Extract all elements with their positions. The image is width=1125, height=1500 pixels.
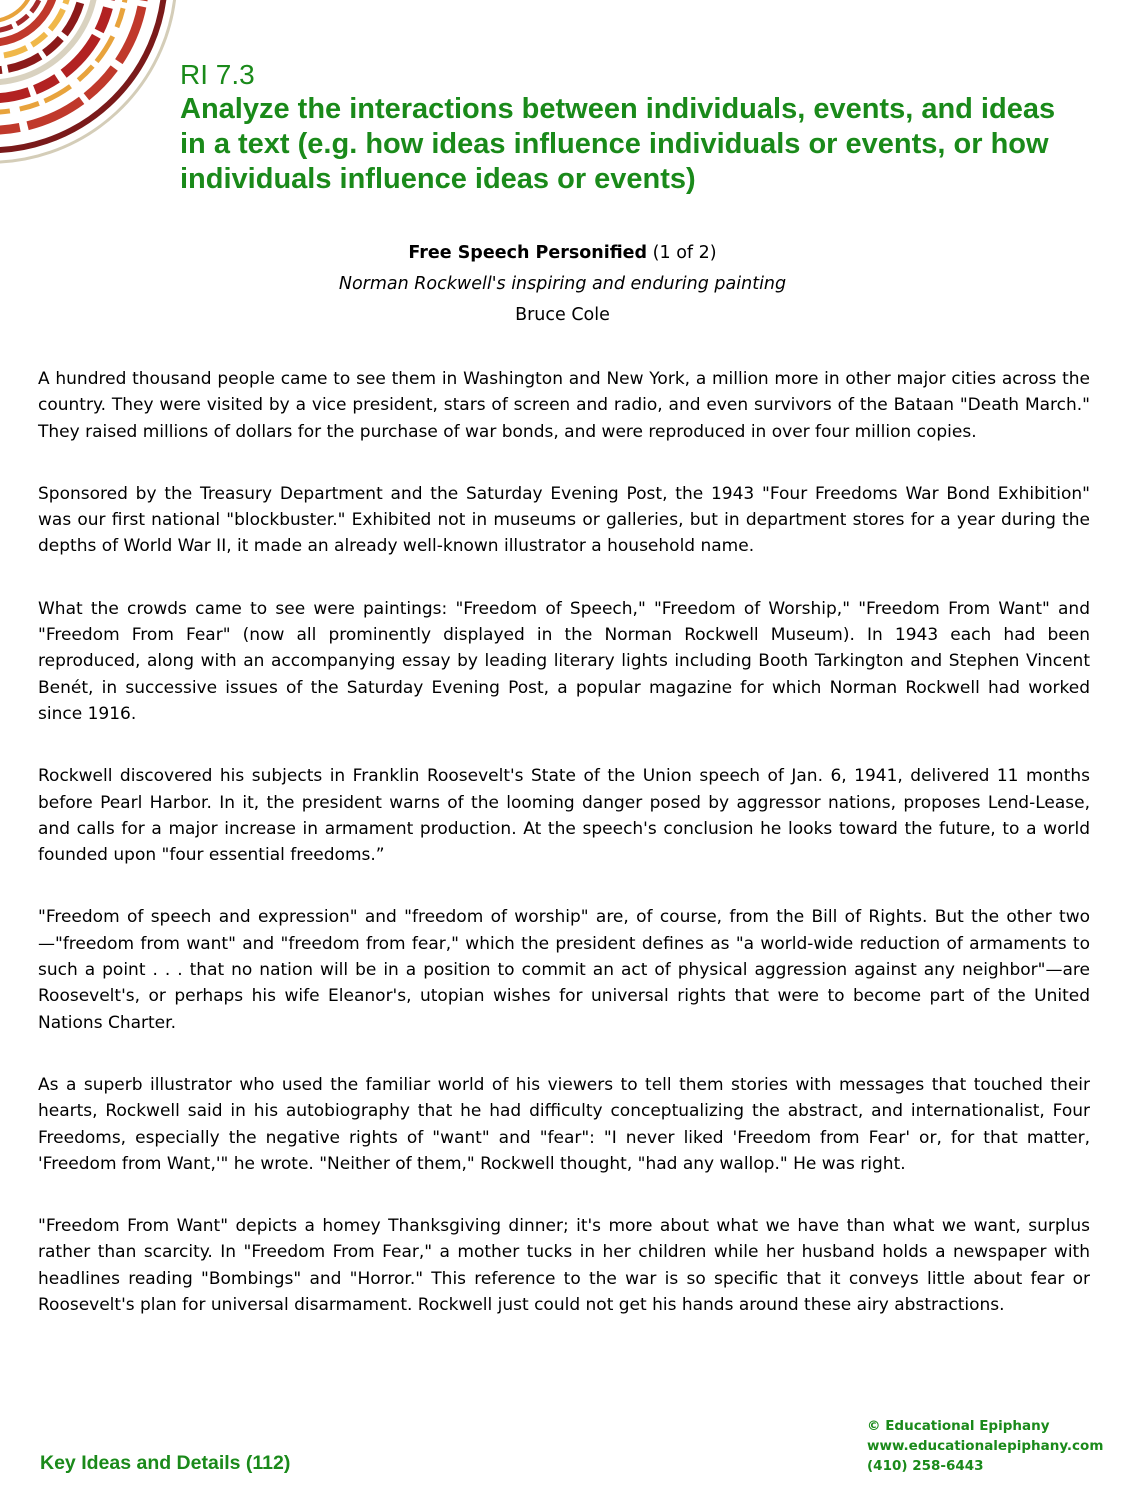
article-author: Bruce Cole (515, 305, 610, 325)
paragraph: Rockwell discovered his subjects in Franklin Roosevelt's State of the Union speech of Jan. 6, 1941, delivered 11 months before Pearl Harbor. In it, the president warns of the looming danger posed by aggressor nations, proposes Lend-Lease, and calls for a major increase in armament production. At the speech's conclusion he looks toward the future, to a world founded upon "four essential freedoms.” (38, 766, 1090, 866)
article-title: Free Speech Personified (408, 243, 648, 263)
standard-code: RI 7.3 (180, 59, 255, 90)
footer-website: www.educationalepiphany.com (867, 1438, 1104, 1454)
standard-description: Analyze the interactions between individuals, events, and ideas in a text (e.g. how ideas influence individuals or events, or how individuals influence ideas or events) (180, 93, 1056, 195)
footer-copyright: © Educational Epiphany (867, 1418, 1050, 1434)
footer-section-label: Key Ideas and Details (112) (40, 1452, 291, 1474)
paragraph: As a superb illustrator who used the familiar world of his viewers to tell them stories with messages that touched their hearts, Rockwell said in his autobiography that he had difficulty conceptualizing the abstract, and internationalist, Four Freedoms, especially the negative rights of "want" and "fear": "I never liked 'Freedom from Fear' or, for that matter, 'Freedom from Want,'" he wrote. "Neither of them," Rockwell thought, "had any wallop." He was right. (38, 1074, 1090, 1174)
footer-phone: (410) 258-6443 (867, 1458, 984, 1474)
paragraph: What the crowds came to see were paintings: "Freedom of Speech," "Freedom of Worship," "Freedom From Want" and "Freedom From Fear" (now all prominently displayed in the Norman Rockwell Museum). In 1943 each had been reproduced, along with an accompanying essay by leading literary lights including Booth Tarkington and Stephen Vincent Benét, in successive issues of the Saturday Evening Post, a popular magazine for which Norman Rockwell had worked since 1916. (38, 598, 1090, 724)
standard-header (180, 58, 1080, 197)
paragraph: "Freedom From Want" depicts a homey Thanksgiving dinner; it's more about what we have than what we want, surplus rather than scarcity. In "Freedom From Fear," a mother tucks in her children while her husband holds a newspaper with headlines reading "Bombings" and "Horror." This reference to the war is so specific that it conveys little about fear or Roosevelt's plan for universal disarmament. Rockwell just could not get his hands around these airy abstractions. (38, 1216, 1090, 1316)
paragraph: A hundred thousand people came to see them in Washington and New York, a million more in other major cities across the country. They were visited by a vice president, stars of screen and radio, and even survivors of the Bataan "Death March." They raised millions of dollars for the purchase of war bonds, and were reproduced in over four million copies. (38, 369, 1090, 442)
paragraph: Sponsored by the Treasury Department and the Saturday Evening Post, the 1943 "Four Freedoms War Bond Exhibition" was our first national "blockbuster." Exhibited not in museums or galleries, but in department stores for a year during the depths of World War II, it made an already well-known illustrator a household name. (38, 483, 1090, 557)
concentric-arcs-logo-icon (0, 0, 180, 165)
article-subtitle: Norman Rockwell's inspiring and enduring painting (338, 274, 787, 294)
article-part: (1 of 2) (652, 243, 717, 263)
article-body (38, 366, 1090, 1354)
article-title-line (0, 238, 1125, 269)
paragraph: "Freedom of speech and expression" and "freedom of worship" are, of course, from the Bill of Rights. But the other two—"freedom from want" and "freedom from fear," which the president defines as "a world-wide reduction of armaments to such a point . . . that no nation will be in a position to commit an act of physical aggression against any neighbor"—are Roosevelt's, or perhaps his wife Eleanor's, utopian wishes for universal rights that were to become part of the United Nations Charter. (38, 907, 1090, 1033)
article-title-block (0, 238, 1125, 331)
footer-contact (867, 1416, 1103, 1476)
